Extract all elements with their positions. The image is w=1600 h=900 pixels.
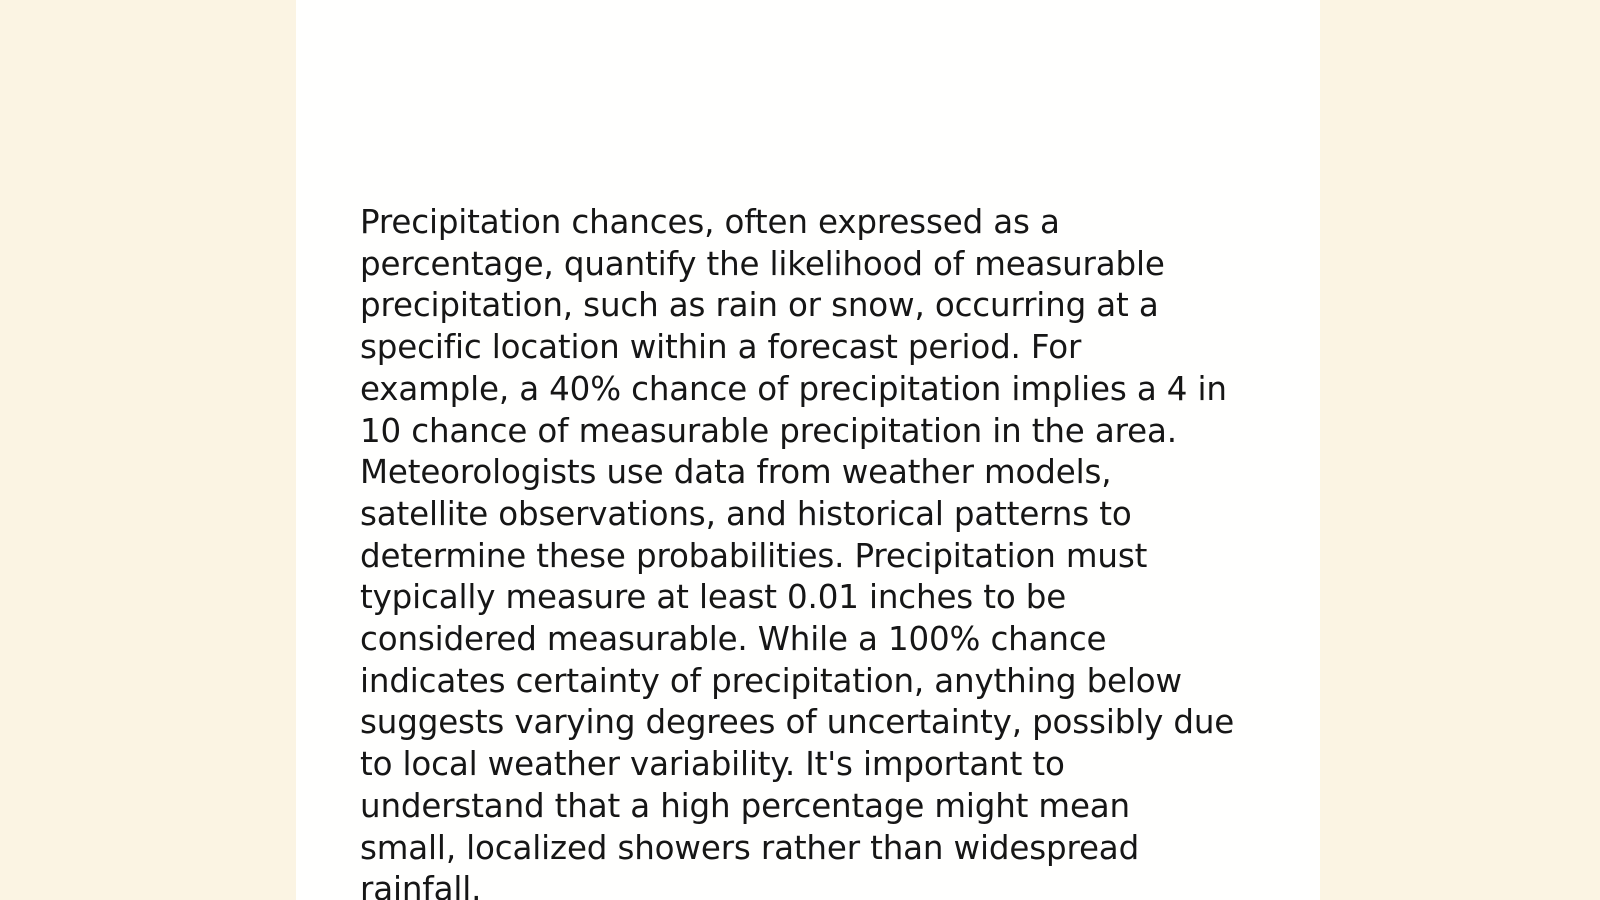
paragraph-line: small, localized showers rather than widespread <box>360 828 1140 867</box>
paragraph-line: typically measure at least 0.01 inches to be <box>360 578 1067 617</box>
paragraph-line: Meteorologists use data from weather models, <box>360 453 1112 492</box>
paragraph-line: satellite observations, and historical patterns to <box>360 494 1132 533</box>
paragraph-line: understand that a high percentage might mean <box>360 786 1131 825</box>
document-page <box>296 0 1320 900</box>
paragraph-line: precipitation, such as rain or snow, occurring at a <box>360 286 1159 325</box>
paragraph-line: rainfall. <box>360 870 482 900</box>
article-paragraph <box>360 202 1260 900</box>
paragraph-line: Precipitation chances, often expressed as a <box>360 203 1060 241</box>
paragraph-line: specific location within a forecast period. For <box>360 328 1082 367</box>
paragraph-line: to local weather variability. It's important to <box>360 745 1065 784</box>
paragraph-line: indicates certainty of precipitation, anything below <box>360 661 1182 700</box>
paragraph-line: considered measurable. While a 100% chance <box>360 620 1107 659</box>
paragraph-line: suggests varying degrees of uncertainty, possibly due <box>360 703 1235 742</box>
paragraph-line: 10 chance of measurable precipitation in the area. <box>360 411 1177 450</box>
paragraph-line: example, a 40% chance of precipitation implies a 4 in <box>360 369 1227 408</box>
paragraph-line: percentage, quantify the likelihood of measurable <box>360 244 1165 283</box>
paragraph-line: determine these probabilities. Precipitation must <box>360 536 1148 575</box>
